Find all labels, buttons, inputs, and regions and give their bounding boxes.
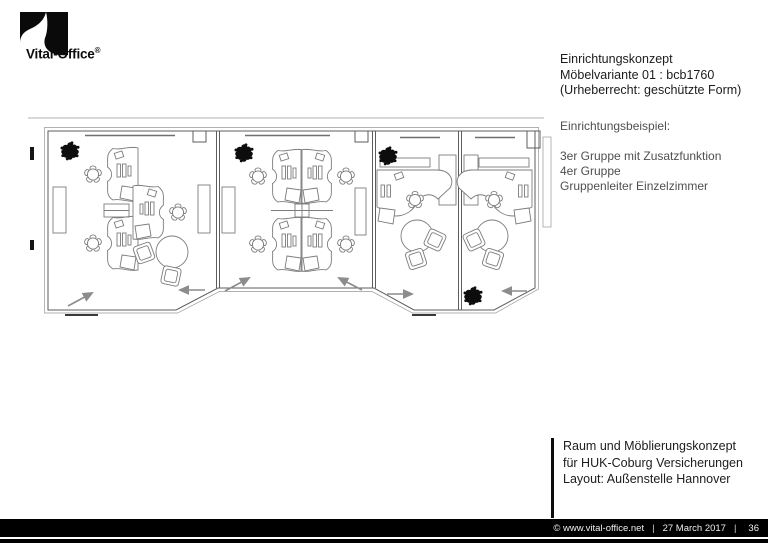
room-1-3er-gruppe bbox=[61, 141, 189, 286]
example-label: Einrichtungsbeispiel: bbox=[560, 119, 671, 133]
project-line-3: Layout: Außenstelle Hannover bbox=[563, 472, 731, 486]
registered-mark: ® bbox=[94, 46, 101, 55]
logo-name: Vital-Office bbox=[26, 46, 95, 62]
footer-page-number: 36 bbox=[748, 522, 759, 534]
footer-separator: | bbox=[652, 522, 655, 534]
example-item-3: Gruppenleiter Einzelzimmer bbox=[560, 179, 709, 193]
cube-chair bbox=[160, 265, 181, 286]
workstation bbox=[84, 216, 138, 270]
executive-set bbox=[457, 158, 532, 270]
round-table bbox=[156, 236, 188, 268]
workstation bbox=[301, 217, 355, 271]
logo-wordmark bbox=[26, 46, 100, 62]
plant-icon bbox=[235, 143, 254, 162]
plant-icon bbox=[61, 141, 80, 160]
plant-icon bbox=[379, 146, 398, 165]
example-item-1: 3er Gruppe mit Zusatzfunktion bbox=[560, 149, 722, 163]
project-block bbox=[551, 438, 743, 518]
project-line-1: Raum und Möblierungskonzept bbox=[563, 439, 737, 453]
concept-block bbox=[560, 52, 741, 99]
footer-site: © www.vital-office.net bbox=[553, 522, 645, 534]
example-block bbox=[560, 119, 721, 194]
footer-edge-line bbox=[0, 539, 768, 543]
room-3-einzelzimmer bbox=[377, 146, 452, 270]
workstation bbox=[249, 217, 303, 271]
room-2-4er-gruppe bbox=[235, 143, 356, 271]
plant-icon bbox=[464, 286, 483, 305]
footer-separator: | bbox=[733, 522, 737, 534]
vital-office-logo bbox=[20, 12, 220, 62]
project-line-2: für HUK-Coburg Versicherungen bbox=[563, 455, 743, 470]
workstation bbox=[301, 149, 355, 203]
concept-title: Einrichtungskonzept bbox=[560, 52, 673, 66]
workstation bbox=[249, 149, 303, 203]
ceiling-rails bbox=[85, 136, 515, 138]
footer-date: 27 March 2017 bbox=[662, 522, 726, 534]
concept-variant: Möbelvariante 01 : bcb1760 bbox=[560, 67, 715, 82]
workstation bbox=[133, 185, 187, 239]
concept-copyright: (Urheberrecht: geschützte Form) bbox=[560, 83, 742, 97]
room-4-einzelzimmer bbox=[457, 158, 532, 305]
workstation bbox=[84, 147, 138, 201]
example-item-2: 4er Gruppe bbox=[560, 164, 621, 178]
footer-bar bbox=[0, 519, 768, 537]
executive-set bbox=[377, 158, 452, 270]
floorplan-drawing bbox=[28, 100, 558, 330]
